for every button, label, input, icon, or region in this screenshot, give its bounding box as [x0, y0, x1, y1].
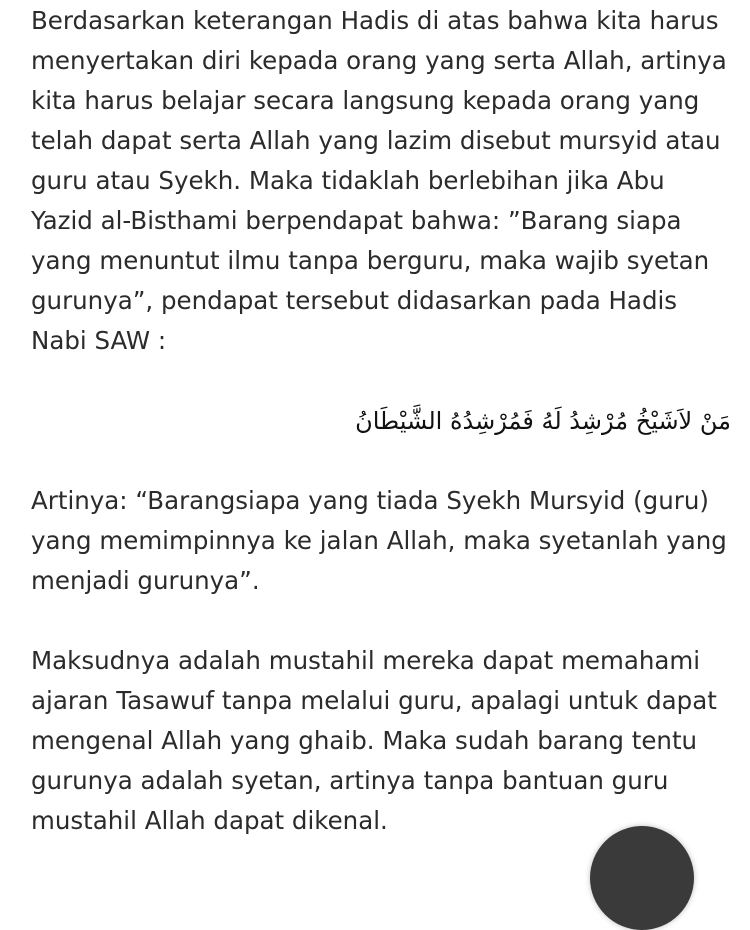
- article-body: [31, 1, 731, 841]
- paragraph-explanation: Maksudnya adalah mustahil mereka dapat memahami ajaran Tasawuf tanpa melalui guru, apalagi untuk dapat mengenal Allah yang ghaib. Maka sudah barang tentu gurunya adalah syetan, artinya tanpa bantuan guru mustahil Allah dapat dikenal.: [31, 646, 717, 835]
- floating-action-button[interactable]: [590, 826, 694, 930]
- arabic-hadith: مَنْ لاَشَيْخُ مُرْشِدُ لَهُ فَمُرْشِدُهُ الشَّيْطَانُ: [355, 407, 731, 435]
- paragraph-intro: Berdasarkan keterangan Hadis di atas bahwa kita harus menyertakan diri kepada orang yang serta Allah, artinya kita harus belajar secara langsung kepada orang yang telah dapat serta Allah yang lazim disebut mursyid atau guru atau Syekh. Maka tidaklah berlebihan jika Abu Yazid al-Bisthami berpendapat bahwa: ”Barang siapa yang menuntut ilmu tanpa berguru, maka wajib syetan gurunya”, pendapat tersebut didasarkan pada Hadis Nabi SAW :: [31, 6, 727, 355]
- paragraph-translation: Artinya: “Barangsiapa yang tiada Syekh Mursyid (guru) yang memimpinnya ke jalan Allah, maka syetanlah yang menjadi gurunya”.: [31, 486, 727, 595]
